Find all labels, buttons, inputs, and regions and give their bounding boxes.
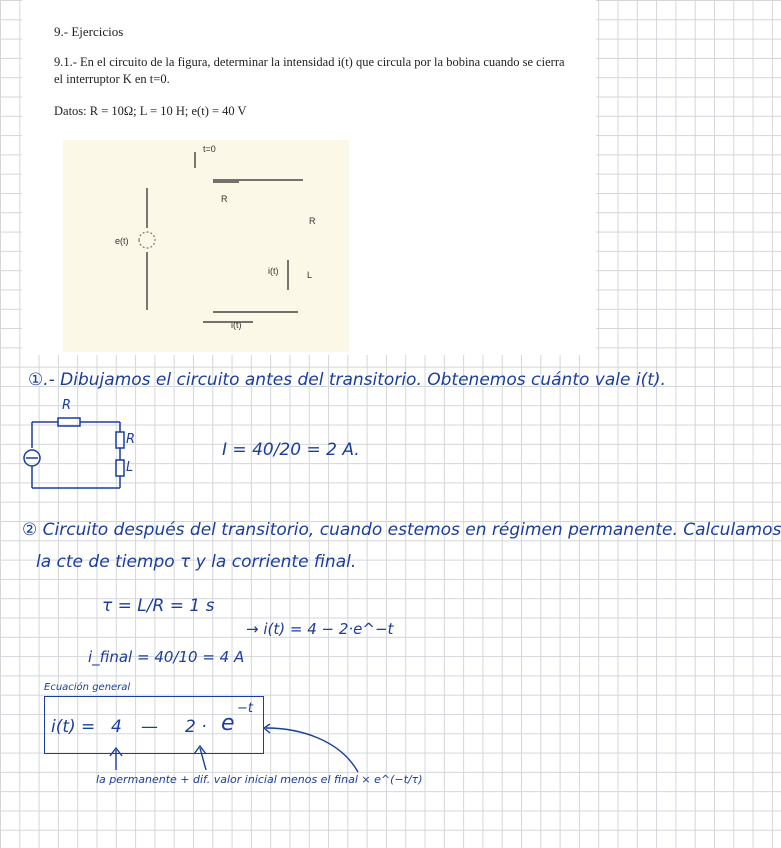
circuit-before-sketch xyxy=(22,402,142,494)
arrow-curve xyxy=(266,728,358,772)
step1-heading: ①.- Dibujamos el circuito antes del transitorio. Obtenemos cuánto vale i(t). xyxy=(28,370,666,390)
source-label: e(t) xyxy=(115,236,129,246)
sketch-l: L xyxy=(126,460,134,475)
box-minus: — xyxy=(141,717,158,737)
circuit-diagram xyxy=(63,140,349,352)
resistor-label-top: R xyxy=(221,194,228,204)
bottom-annotation: la permanente + dif. valor inicial menos el final × e^(−t/τ) xyxy=(96,773,423,786)
box-diff: 2 · xyxy=(185,717,207,737)
box-i-of-t: i(t) = xyxy=(51,717,96,737)
section-title: 9.- Ejercicios xyxy=(54,24,124,39)
step2-line2: la cte de tiempo τ y la corriente final. xyxy=(36,552,357,572)
bottom-label: i(t) xyxy=(231,320,242,330)
sk-inductor xyxy=(116,460,124,476)
box-exp: −t xyxy=(237,701,253,716)
sketch-r-right: R xyxy=(126,432,136,447)
step2-line1: ② Circuito después del transitorio, cuando estemos en régimen permanente. Calculamos xyxy=(22,520,781,540)
switch-label: t=0 xyxy=(203,144,216,154)
arrow-up-2 xyxy=(200,748,206,770)
sk-resistor-top xyxy=(58,418,80,426)
inductor-label: L xyxy=(307,270,313,280)
eq-tau: τ = L/R = 1 s xyxy=(102,596,215,616)
eq-initial-current: I = 40/20 = 2 A. xyxy=(222,440,360,460)
current-label: i(t) xyxy=(268,266,279,276)
sketch-r-top: R xyxy=(62,398,72,413)
resistor-label-right: R xyxy=(309,216,316,226)
box-exp-base: e xyxy=(221,711,235,736)
circuit-figure xyxy=(63,140,349,352)
source-circle xyxy=(139,232,155,248)
problem-statement: 9.1.- En el circuito de la figura, determinar la intensidad i(t) que circula por la bobina cuando se cierra el interruptor K en t=0. xyxy=(54,55,565,86)
problem-data: Datos: R = 10Ω; L = 10 H; e(t) = 40 V xyxy=(54,104,247,118)
eq-current-result: → i(t) = 4 − 2·e^−t xyxy=(246,620,394,638)
sk-resistor-right xyxy=(116,432,124,448)
printed-page xyxy=(22,0,596,355)
eq-ifinal: i_final = 40/10 = 4 A xyxy=(88,648,245,666)
general-eq-label: Ecuación general xyxy=(44,682,131,693)
box-final-value: 4 xyxy=(111,717,122,737)
